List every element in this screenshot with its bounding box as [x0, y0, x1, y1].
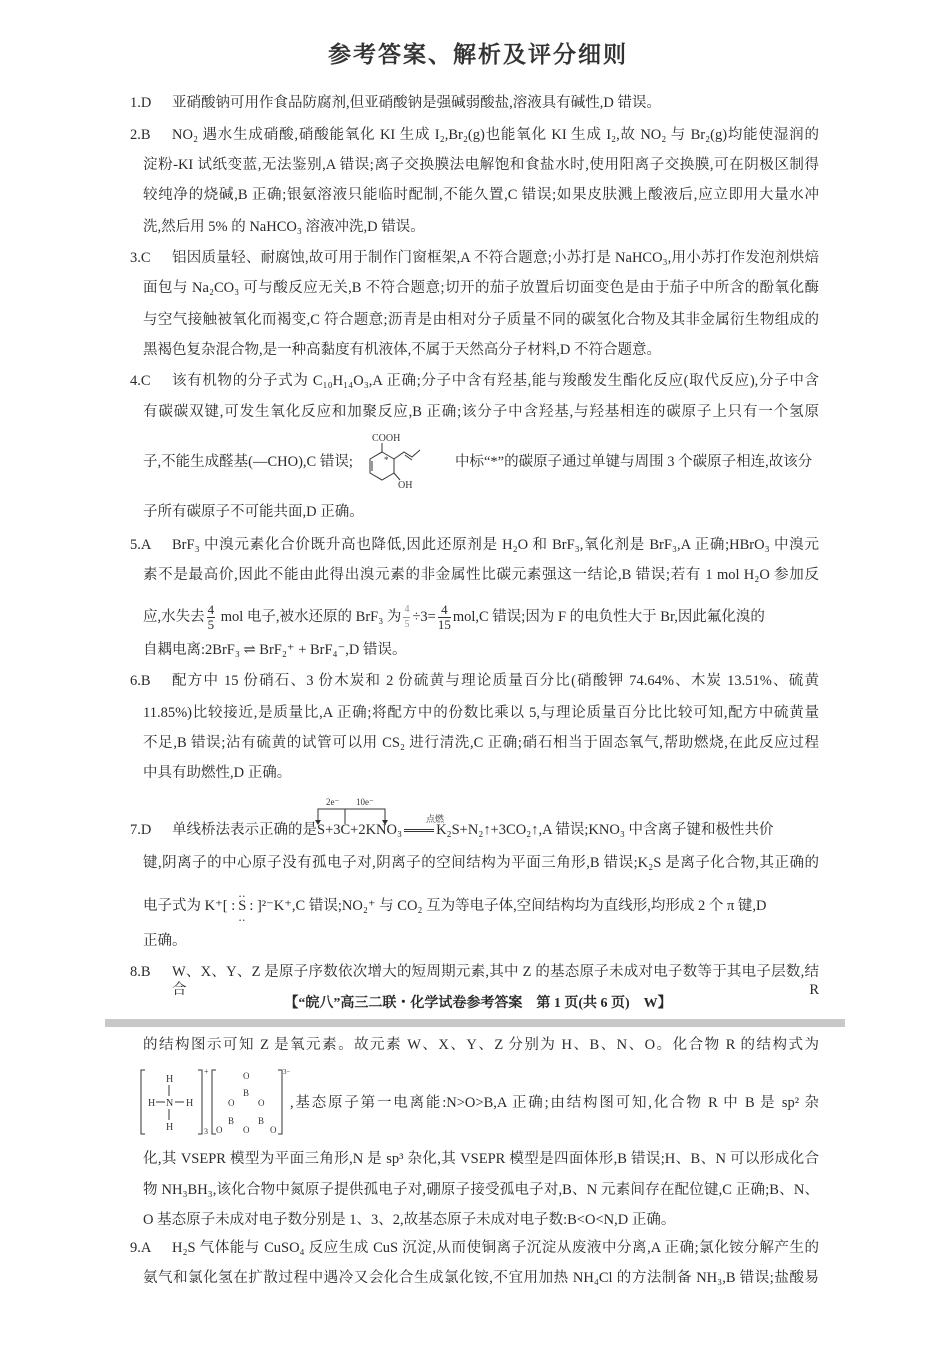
charge-label: +: [204, 1068, 209, 1076]
atom-label: H: [166, 1074, 174, 1085]
atom-label: B: [228, 1116, 235, 1126]
atom-label: O: [258, 1098, 265, 1108]
answer-number: 3.C: [130, 250, 151, 266]
answer-text: 自耦电离:2BrF₃ ⇌ BrF₂⁺ + BrF₄⁻,D 错误。: [143, 642, 407, 658]
answer-text: W、X、Y、Z 是原子序数依次增大的短周期元素,其中 Z 的基态原子未成对电子数等于其电子层数,结合 R: [172, 964, 819, 998]
answer-text: 有碳碳双键,可发生氧化反应和加聚反应,B 正确;该分子中含羟基,与羟基相连的碳原子上只有一个氢原: [143, 404, 819, 420]
answer-text: 的结构图示可知 Z 是氧元素。故元素 W、X、Y、Z 分别为 H、B、N、O。化合物 R 的结构式为: [143, 1037, 819, 1053]
atom-label: H: [166, 1122, 174, 1133]
answer-text: 子所有碳原子不可能共面,D 正确。: [143, 504, 364, 520]
answer-text: 子,不能生成醛基(—CHO),C 错误;: [143, 454, 353, 470]
denominator: 5: [404, 619, 410, 630]
answer-text: H₂S 气体能与 CuSO₄ 反应生成 CuS 沉淀,从而使铜离子沉淀从废液中分离,A 正确;氯化铵分解产生的: [172, 1240, 819, 1256]
numerator: 4: [207, 602, 215, 617]
answer-number: 5.A: [130, 537, 152, 553]
answer-text: 正确。: [143, 933, 187, 949]
denominator: 15: [437, 617, 451, 632]
answer-text: O 基态原子未成对电子数分别是 1、3、2,故基态原子未成对电子数:B<O<N,D 正确。: [143, 1212, 676, 1228]
answer-text: BrF₃ 中溴元素化合价既升高也降低,因此还原剂是 H₂O 和 BrF₃,氧化剂是 BrF₃,A 正确;HBrO₃ 中溴元: [172, 537, 819, 553]
star-mark: *: [384, 455, 389, 465]
electron-dot-sulfur: ‥ S ‥: [238, 897, 246, 915]
text-segment: K₂S+N₂↑+3CO₂↑,A 错误;KNO₃ 中含离子键和极性共价: [436, 822, 774, 838]
answer-text: 不足,B 错误;沾有硫黄的试管可以用 CS₂ 进行清洗,C 正确;硝石相当于固态氧气,帮助燃烧,在此反应过程: [143, 735, 819, 751]
answer-text: 黑褐色复杂混合物,是一种高黏度有机液体,不属于天然高分子材料,D 不符合题意。: [143, 342, 661, 358]
answer-text: 较纯净的烧碱,B 正确;银氨溶液只能临时配制,不能久置,C 错误;如果皮肤溅上酸液后,应立即用大量水冲: [143, 187, 819, 203]
charge-label: 3−: [283, 1068, 290, 1076]
text-segment: ÷3=: [412, 608, 436, 625]
text-segment: 应,水失去: [143, 608, 205, 625]
cooh-label: COOH: [372, 433, 401, 444]
answer-text: 素不是最高价,因此不能由此得出溴元素的非金属性比碳元素强这一结论,B 错误;若有 1 mol H₂O 参加反: [143, 567, 819, 583]
electron-label: 2e⁻: [326, 797, 340, 807]
answer-number: 4.C: [130, 373, 151, 389]
answer-text: 面包与 Na₂CO₃ 可与酸反应无关,B 不符合题意;切开的茄子放置后切面变色是由于茄子中所含的酚氧化酶: [143, 280, 819, 296]
denominator: 5: [207, 617, 215, 632]
answer-text: 淀粉-KI 试纸变蓝,无法鉴别,A 错误;离子交换膜法电解饱和食盐水时,使用阳离子交换膜,可在阴极区制得: [143, 157, 819, 173]
answer-text: 配方中 15 份硝石、3 份木炭和 2 份硫黄与理论质量百分比(硝酸钾 74.64%、木炭 13.51%、硫黄: [172, 673, 819, 689]
answer-text: 洗,然后用 5% 的 NaHCO₃ 溶液冲洗,D 错误。: [143, 219, 425, 235]
condition-label: 点燃: [426, 814, 445, 824]
atom-label: B: [258, 1116, 265, 1126]
answer-text: ,基态原子第一电离能:N>O>B,A 正确;由结构图可知,化合物 R 中 B 是 sp² 杂: [290, 1095, 819, 1111]
answer-number: 1.D: [130, 95, 152, 111]
answer-number: 8.B: [130, 964, 151, 980]
fraction: [207, 603, 216, 632]
answer-text: NO₂ 遇水生成硝酸,硝酸能氧化 KI 生成 I₂,Br₂(g)也能氧化 KI 生成 I₂,故 NO₂ 与 Br₂(g)均能使湿润的: [172, 127, 819, 143]
text-segment: 单线桥法表示正确的是: [172, 822, 317, 838]
atom-label: N: [166, 1098, 174, 1109]
answer-text: 铝因质量轻、耐腐蚀,故可用于制作门窗框架,A 不符合题意;小苏打是 NaHCO₃,用小苏打作发泡剂烘焙: [172, 250, 819, 266]
answer-text: 11.85%)比较接近,是质量比,A 正确;将配方中的份数比乘以 5,与理论质量百分比比较可知,配方中硫黄量: [143, 705, 819, 721]
compound-r-structure: [140, 1068, 290, 1138]
numerator: 4: [403, 603, 410, 618]
atom-label: O: [243, 1071, 250, 1081]
answer-number: 2.B: [130, 127, 151, 143]
answer-text: [172, 821, 774, 839]
answer-text: 化,其 VSEPR 模型为平面三角形,N 是 sp³ 杂化,其 VSEPR 模型是四面体形,B 错误;H、B、N 可以形成化合: [143, 1151, 819, 1167]
electron-label: 10e⁻: [356, 797, 374, 807]
fraction: [403, 603, 410, 632]
reaction-equals-sign: [404, 829, 434, 832]
answer-number: 9.A: [130, 1240, 152, 1256]
atom-label: H: [186, 1098, 194, 1109]
answer-text: 中标“*”的碳原子通过单键与周围 3 个碳原子相连,故该分: [455, 454, 813, 470]
page-title: 参考答案、解析及评分细则: [328, 42, 628, 68]
oh-label: OH: [398, 480, 413, 491]
atom-label: O: [270, 1125, 277, 1135]
organic-structure-diagram: [368, 430, 448, 492]
page-footer: 【“皖八”高三二联・化学试卷参考答案 第 1 页(共 6 页) W】: [284, 996, 672, 1011]
atom-label: O: [216, 1125, 223, 1135]
text-segment: mol,C 错误;因为 F 的电负性大于 Br,因此氟化溴的: [452, 608, 765, 625]
equation-reactants: S+3C+2KNO₃: [317, 822, 403, 838]
atom-label: O: [243, 1125, 250, 1135]
fraction: [438, 603, 451, 632]
subscript-label: 3: [204, 1127, 208, 1136]
answer-text: 键,阴离子的中心原子没有孤电子对,阴离子的空间结构为平面三角形,B 错误;K₂S 是离子化合物,其正确的: [143, 855, 819, 871]
answer-text-with-fractions: [143, 603, 819, 632]
answer-text: 该有机物的分子式为 C₁₀H₁₄O₃,A 正确;分子中含有羟基,能与羧酸发生酯化反应(取代反应),分子中含: [172, 373, 819, 389]
answer-text: 亚硝酸钠可用作食品防腐剂,但亚硝酸钠是强碱弱酸盐,溶液具有碱性,D 错误。: [172, 95, 661, 111]
numerator: 4: [438, 603, 451, 618]
answer-text: 中具有助燃性,D 正确。: [143, 765, 292, 781]
atom-label: B: [243, 1088, 250, 1098]
text-segment: : ]²⁻K⁺,C 错误;NO₂⁺ 与 CO₂ 互为等电子体,空间结构均为直线形,均形成 2 个 π 键,D: [249, 898, 767, 914]
text-segment: mol 电子,被水还原的 BrF₃ 为: [220, 608, 402, 625]
answer-number: 6.B: [130, 673, 151, 689]
answer-number: 7.D: [130, 822, 152, 838]
answer-text: [143, 897, 819, 915]
atom-label: O: [228, 1098, 235, 1108]
answer-text: 与空气接触被氧化而褐变,C 符合题意;沥青是由相对分子质量不同的碳氢化合物及其非金属衍生物组成的: [143, 312, 819, 328]
text-segment: 电子式为 K⁺[ :: [143, 898, 236, 914]
answer-text: 氨气和氯化氢在扩散过程中遇冷又会化合生成氯化铵,不宜用加热 NH₄Cl 的方法制备 NH₃,B 错误;盐酸易: [143, 1270, 819, 1286]
page-separator: [105, 1019, 845, 1027]
atom-label: H: [148, 1098, 156, 1109]
answer-text: 物 NH₃BH₃,该化合物中氮原子提供孤电子对,硼原子接受孤电子对,B、N 元素间存在配位键,C 正确;B、N、: [143, 1182, 819, 1198]
